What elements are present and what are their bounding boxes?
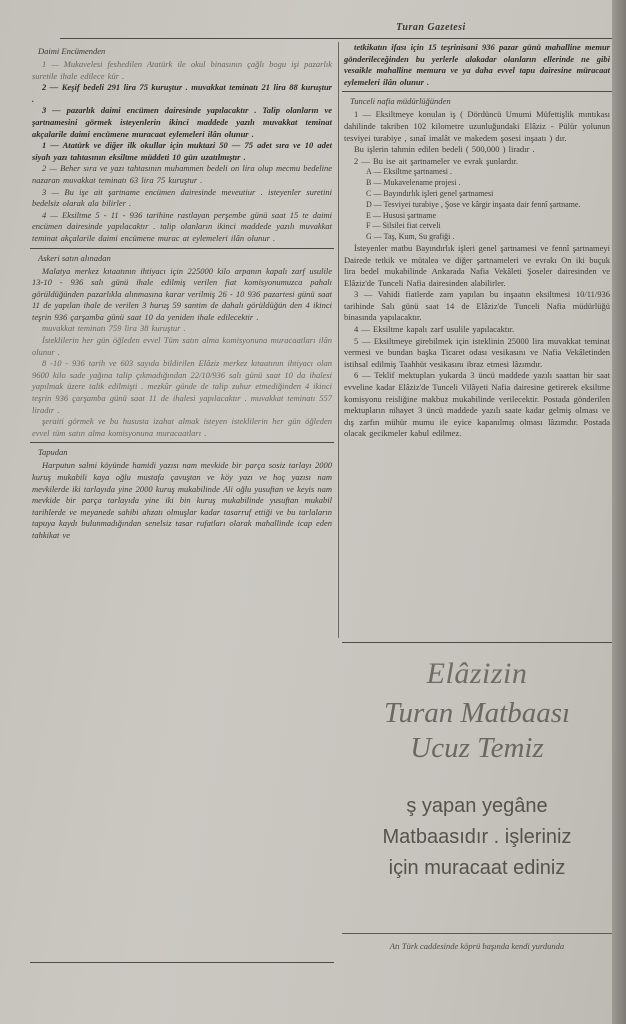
notice-paragraph: İsteyenler matbu Bayındırlık işleri genel şartnamesi ve fennî şartnameyi Dairede tetkik ve mütalea ve diğer şartnameleri ve evrakı On iki buçuk lira bedel mukabilinde Ankarada Nafia Vekâleti Şoseler dairesinden ve Elâziz'de Tunceli Nafia dairesinden alabilirler. [344, 242, 610, 288]
left-column [30, 42, 334, 962]
notice-paragraph: 3 — Bu işe ait şartname encümen dairesinde meveutiur . isteyenler suretini bedelsiz olarak ala bilirler . [32, 186, 332, 209]
page-spine [612, 0, 626, 1024]
notice-paragraph: İsteklilerin her gün öğleden evvel Tüm satın alma komisyonuna muracaatları ilân olunur . [32, 335, 332, 357]
document-list-item: G — Taş, Kum, Su grafiği . [366, 232, 455, 242]
section-divider [30, 442, 334, 443]
notice-paragraph: 1 — Eksiltmeye konulan iş ( Dördüncü Umumi Müfettişlik mıntıkası dahilinde takriben 102 kilometre uzunluğundaki Elâziz - Pülür yolunun tesviyei turabiye , sınaî imalât ve makedem şosesi inşaatı ) dır. [344, 109, 610, 143]
ad-title-line-1: Elâzizin [426, 657, 528, 690]
column-bottom-rule [30, 962, 334, 963]
document-list-item: F — Silsilei fiat cetveli [366, 221, 441, 231]
notice-paragraph: 8 -10 - 936 tarih ve 603 sayıda bildirilen Elâziz merkez kıtaatının ihtiyacı olan 9600 kilo sade yağına talip çıkmadığından 22/10/936 salı günü saat 10 da ihalesi yapılmak üzere talik edilmişti . mezkûr günde de talip zuhur etmediğinden 4 ikinci teşrin 936 çarşamba günü saat 11 de ihalesi yapılacaktır . muvakkat teminatı 557 liradır . [32, 358, 332, 415]
section-heading-tapu: Tapudan [38, 447, 68, 458]
notice-paragraph: 2 — Bu ise ait şartnameler ve evrak şunlardır. [354, 155, 519, 166]
print-shop-advertisement [342, 642, 612, 934]
section-heading-askeri: Askeri satın alınadan [38, 252, 111, 263]
notice-paragraph: 2 — Beher sıra ve yazı tahtasının muhammen bedeli on lira olup mecmu bedeline nazaran muvakkat teminatı 63 lira 75 kuruştur . [32, 163, 332, 185]
document-list-item: A — Eksiltme şartnamesi . [366, 167, 452, 177]
notice-paragraph: Harputun salmi köyünde hamidi yazısı nam mevkide bir parça sosiz tarlayı 2000 kuruş mukabili kaya oğlu mustafa çavuştan ve köy yazı ve hoç yazısı nam mevkilerde iki tarlayıda yine 2000 kuruş mukabilinde Ali oğlu yusuftan ve keyis nam mevkide bir parça tarlayıda yine iki bin kuruş mukabilinde yusuftan mukabil tarihlerde ve meyanede sahibi ahzatı olmuşlar kadar tasarruf ettiği ve bu tarlaların tapuya kaydı bulunmadığından senelsiz tasar rufatları olarak mahallinde icap eden tahkikat ve [32, 460, 332, 540]
ad-body-line-1: ş yapan yegâne [406, 795, 548, 817]
section-divider [30, 248, 334, 249]
notice-paragraph: 4 — Eksiltme 5 - 11 - 936 tarihine rastlayan perşembe günü saat 15 te daimi encümen dairesinde yapılacaktır . talip olanların ikinci maddede yazılı muvakkat teminat akçalarile daimi encümene murac at eylemeleri ilân olunur . [32, 209, 332, 243]
notice-paragraph: 3 — Vahidi fiatlerde zam yapılan bu inşaatın eksiltmesi 10/11/936 tarihinde Salı günü saat 14 de Elâziz'de Tunceli Nafia müdürlüğü binasında yapılacaktır. [344, 289, 610, 323]
newspaper-title: Turan Gazetesi [396, 22, 466, 33]
ad-title-line-3: Ucuz Temiz [410, 732, 544, 764]
notice-paragraph: muvakkat teminatı 759 lira 38 kuruştur . [42, 323, 186, 334]
ad-body-line-2: Matbaasıdır . işleriniz [382, 826, 572, 848]
ad-address: Atı Türk caddesinde köprü başında kendi yurdunda [389, 941, 565, 951]
notice-paragraph: Bu işlerin tahmin edilen bedeli ( 500,000 ) liradır . [354, 144, 535, 155]
document-list-item: E — Hususi şartname [366, 210, 436, 220]
section-heading-daimi-encumen: Daimi Encümenden [38, 46, 106, 56]
notice-paragraph: 1 — Atatürk ve diğer ilk okullar için muktazi 50 — 75 adet sıra ve 10 adet siyah yazı tahtasının eksiltme müddeti 10 gün uzatılmıştır . [32, 140, 332, 162]
notice-paragraph: 5 — Eksiltmeye girebilmek için isteklinin 25000 lira muvakkat teminat vermesi ve bundan başka Ticaret odası vesikasını ve Nafia Vekâletinden istihsal edilmiş Taahhüt vesikasını ibraz etmesi lâzımdır. [344, 335, 610, 369]
document-list-item: C — Bayındırlık işleri genel şartnamesi [366, 188, 494, 198]
notice-paragraph: 3 — pazarlık daimi encümen dairesinde yapılacaktır . Talip olanların ve şartnamesini görmek isteyenlerin ikinci maddede yazılı muvakkat teminat akçalarile daimi encümene muracaat eylemeleri ilân olunur . [32, 105, 332, 139]
notice-paragraph: şeraiti görmek ve bu hususta izahat almak isteyen isteklilerin her gün öğleden evvel tüm satın alma komisyonuna muracaatları . [32, 416, 332, 438]
document-list-item: D — Tesviyei turabiye , Şose ve kârgir inşaata dair fennî şartname. [366, 199, 581, 209]
notice-paragraph: 2 — Keşif bedeli 291 lira 75 kuruştur . muvakkat teminatı 21 lira 88 kuruştur . [32, 82, 332, 104]
right-column [342, 42, 612, 642]
document-list-item: B — Mukavelename projesi . [366, 178, 461, 188]
notice-paragraph: 4 — Eksiltme kapalı zarf usulile yapılacaktır. [354, 324, 515, 335]
ad-body-line-3: için muracaat ediniz [388, 857, 566, 879]
section-divider [342, 91, 612, 92]
notice-paragraph: 6 — Teklif mektupları yukarda 3 üncü maddede yazılı saattan bir saat evveline kadar Elâziz'de Tunceli Vilâyeti Nafia dairesine getirerek eksiltme komisyonu reisliğine makbuz mukabilinde verilecektir. Postada gönderilen mektupların nihayet 3 üncü maddede yazılı saate kadar gelmiş olması ve dış zarfın mühür mumu ile eyice kapanılmış olması lâzımdır. Postada olacak gecikmeler kabul edilmez. [344, 370, 610, 439]
page-header [60, 22, 612, 39]
column-divider [338, 42, 339, 638]
section-heading-tunceli-nafia: Tunceli nafia müdürlüğünden [350, 96, 451, 107]
notice-paragraph: tetkikatın ifası için 15 teşrinisani 936 pazar günü mahalline memur gönderileceğinden bu yerlerle alakadar olanların ellerinde ne gibi vesaikle mahalline memura ve ya daha evvel tapu dairesine müracaat eylemeleri ilân olunur . [344, 42, 610, 87]
ad-title-line-2: Turan Matbaası [383, 697, 571, 729]
notice-paragraph: 1 — Mukavelesi feshedilen Atatürk ile okul binasının çağlı bogu işi pazarlık suretile ihale edilece kür . [32, 59, 332, 81]
notice-paragraph: Malatya merkez kıtaatının ihtiyacı için 225000 kilo arpanın kapalı zarf usulile 13-10 - 936 salı günü ihale edilmiş verilen fiat komisyonumuzca pahalı görüldüğünden pazarlıkla alınmasına karar verilmiş 26 - 10 936 pazartesi günü saat 11 de yapılan ihale de verilen 3 huruş 59 santim de dahalı görüldüğün den 4 ikinci teşrin 936 çarşamba günü saat 10 da yeniden ihale edilecektir . [32, 265, 332, 322]
ad-body [342, 791, 612, 884]
